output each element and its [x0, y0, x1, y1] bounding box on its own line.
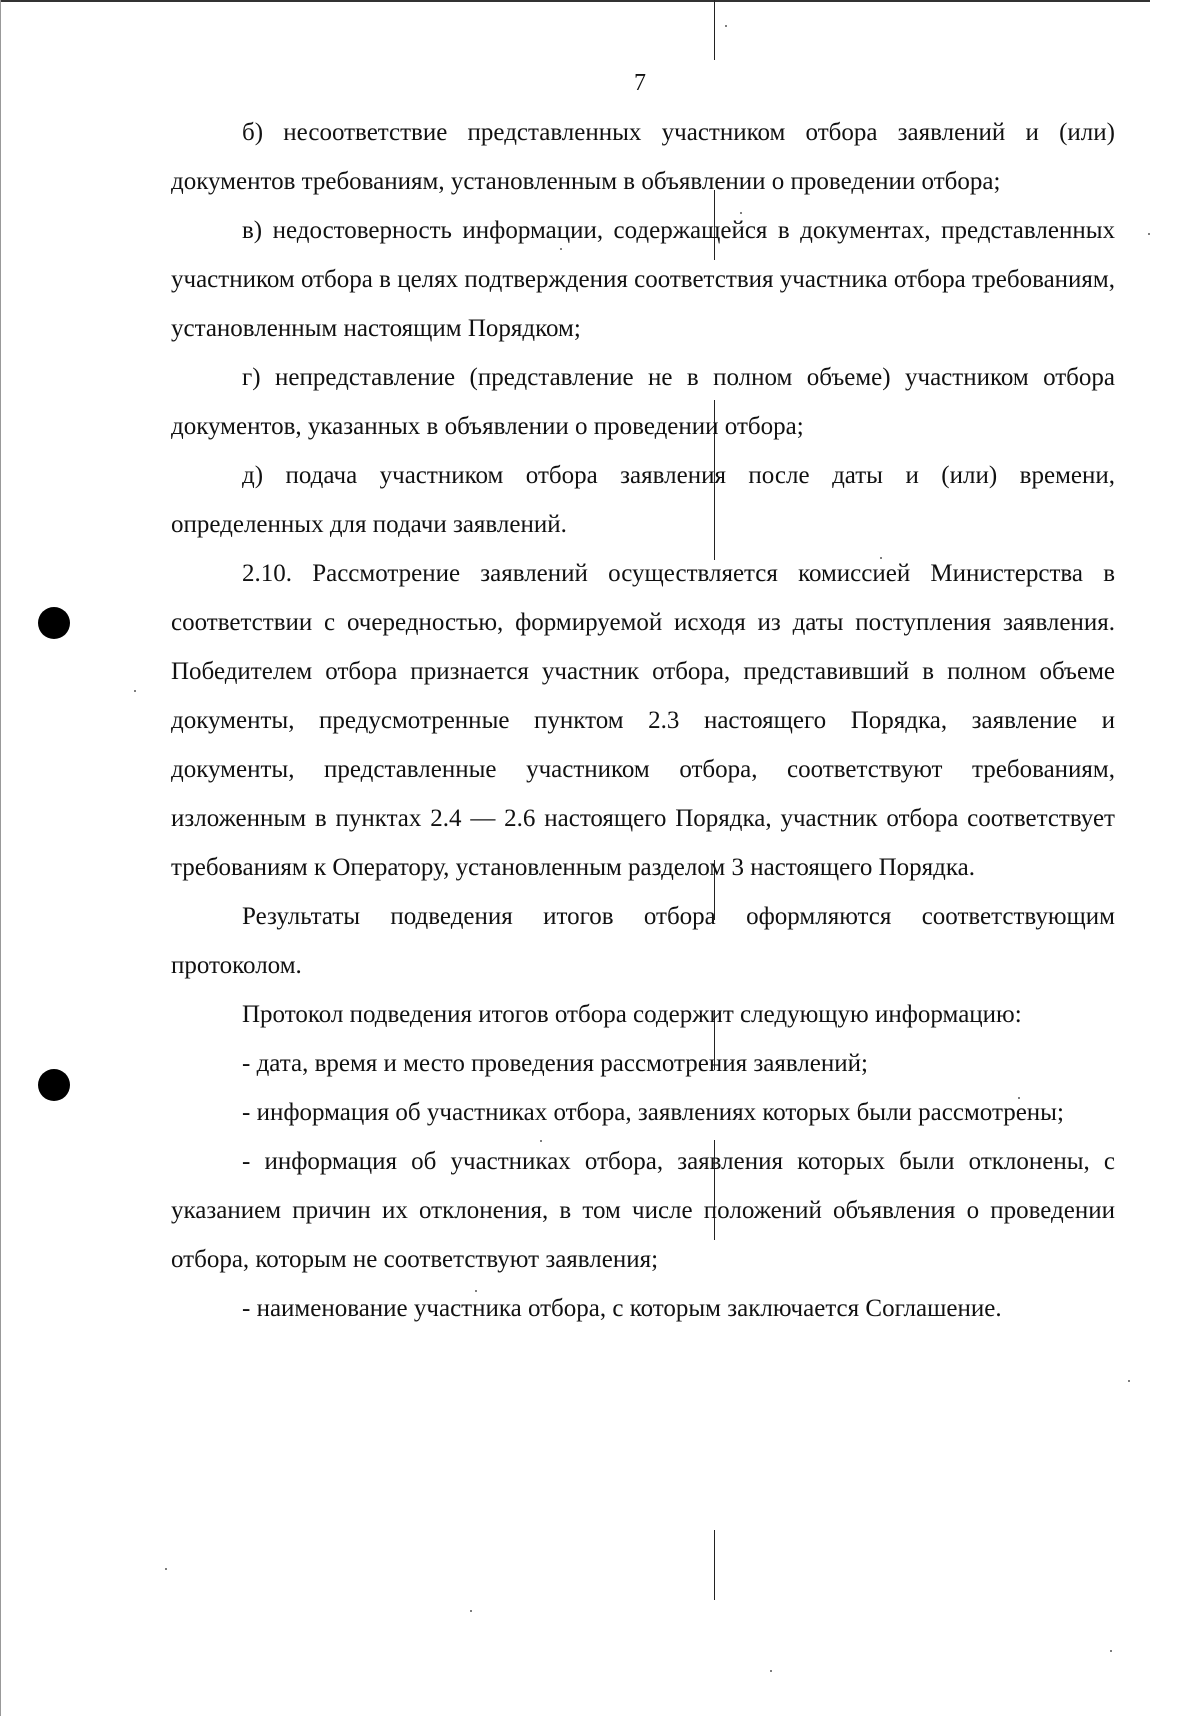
list-item: - информация об участниках отбора, заявлениях которых были рассмотрены; [242, 1099, 1064, 1126]
paragraph-v: в) недостоверность информации, содержащейся в документах, представленных участником отбора в целях подтверждения соответствия участника отбора требованиям, установленным настоящим Порядком; [171, 217, 1115, 342]
punch-hole [38, 1069, 70, 1101]
paragraph-d: д) подача участником отбора заявления после даты и (или) времени, определенных для подачи заявлений. [171, 462, 1115, 538]
paragraph-results: Результаты подведения итогов отбора оформляются соответствующим протоколом. [171, 903, 1115, 979]
document-body [171, 108, 1115, 1333]
scan-speck [1128, 1380, 1130, 1382]
paragraph-b: б) несоответствие представленных участником отбора заявлений и (или) документов требованиям, установленным в объявлении о проведении отбора; [171, 119, 1115, 195]
list-item: - наименование участника отбора, с которым заключается Соглашение. [242, 1295, 1002, 1322]
scan-speck [725, 25, 727, 27]
page-number: 7 [634, 70, 646, 96]
fold-line [714, 1530, 715, 1600]
punch-hole [38, 607, 70, 639]
scan-speck [165, 1568, 167, 1570]
scan-speck [134, 690, 136, 692]
scan-speck [470, 1610, 472, 1612]
scan-speck [1110, 1650, 1112, 1652]
paragraph-2-10: 2.10. Рассмотрение заявлений осуществляется комиссией Министерства в соответствии с очередностью, формируемой исходя из даты поступления заявления. Победителем отбора признается участник отбора, представивший в полном объеме документы, предусмотренные пунктом 2.3 настоящего Порядка, заявление и документы, представленные участником отбора, соответствуют требованиям, изложенным в пунктах 2.4 — 2.6 настоящего Порядка, участник отбора соответствует требованиям к Оператору, установленным разделом 3 настоящего Порядка. [171, 560, 1115, 881]
scan-edge-left [0, 0, 1, 1716]
scan-speck [770, 1670, 772, 1672]
fold-line [714, 0, 715, 60]
list-item: - дата, время и место проведения рассмотрения заявлений; [242, 1050, 868, 1077]
paragraph-protocol: Протокол подведения итогов отбора содержит следующую информацию: [242, 1001, 1022, 1028]
scan-speck [1148, 233, 1150, 235]
paragraph-g: г) непредставление (представление не в полном объеме) участником отбора документов, указанных в объявлении о проведении отбора; [171, 364, 1115, 440]
scan-edge-top [0, 0, 1150, 2]
list-item: - информация об участниках отбора, заявления которых были отклонены, с указанием причин их отклонения, в том числе положений объявления о проведении отбора, которым не соответствуют заявления; [171, 1148, 1115, 1273]
